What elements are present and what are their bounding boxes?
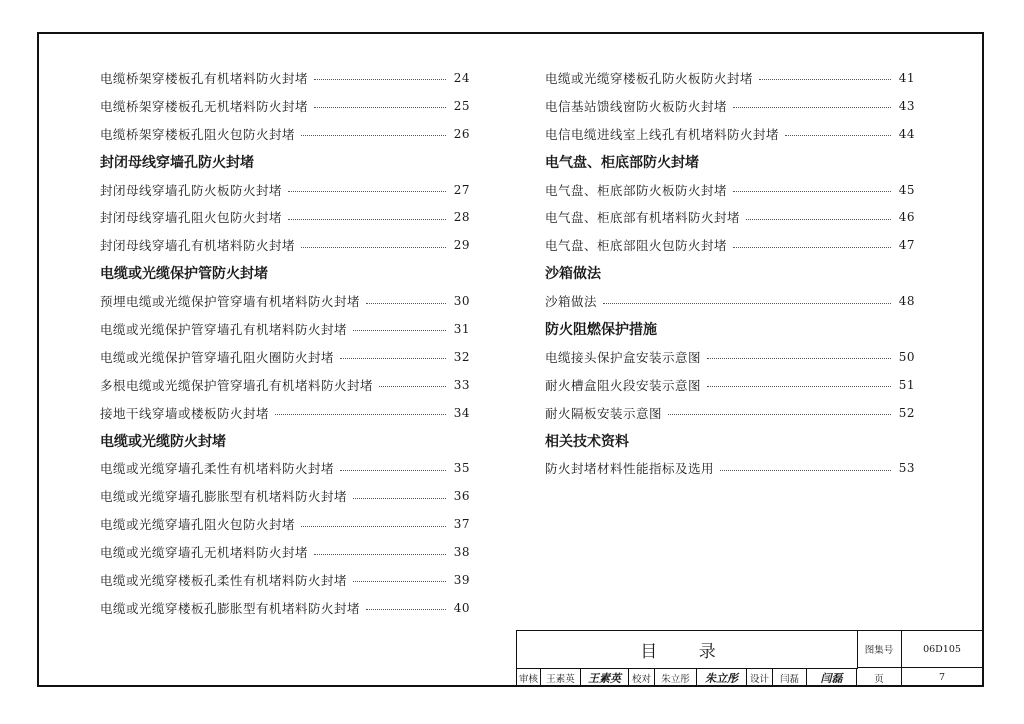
designer-name: 闫磊 <box>773 668 807 687</box>
toc-entry[interactable] <box>100 538 470 566</box>
leader-dots <box>314 107 446 108</box>
atlas-number-label: 图集号 <box>857 631 902 668</box>
toc-entry[interactable] <box>545 343 915 371</box>
toc-entry-page: 33 <box>453 377 470 392</box>
toc-entry-page: 44 <box>898 126 915 141</box>
page-number: 7 <box>938 672 946 683</box>
leader-dots <box>353 330 446 331</box>
leader-dots <box>720 470 891 471</box>
reviewer-signature: 王素英 <box>581 668 629 687</box>
toc-entry-page: 46 <box>898 210 915 225</box>
toc-entry-page: 45 <box>898 182 915 197</box>
toc-entry-title: 防火封堵材料性能指标及选用 <box>545 461 715 477</box>
toc-entry-page: 25 <box>453 98 470 113</box>
toc-entry-page: 47 <box>898 238 915 253</box>
leader-dots <box>668 414 891 415</box>
toc-entry[interactable] <box>545 176 915 204</box>
section-heading: 电气盘、柜底部防火封堵 <box>545 154 699 171</box>
toc-entry-title: 电信基站馈线窗防火板防火封堵 <box>545 98 728 114</box>
toc-entry-page: 30 <box>453 294 470 309</box>
toc-entry-page: 34 <box>453 405 470 420</box>
leader-dots <box>275 414 446 415</box>
section-heading: 相关技术资料 <box>545 433 629 450</box>
toc-entry[interactable] <box>100 454 470 482</box>
leader-dots <box>301 526 446 527</box>
toc-entry-page: 36 <box>453 489 470 504</box>
toc-entry[interactable] <box>100 315 470 343</box>
toc-entry-title: 封闭母线穿墙孔有机堵料防火封堵 <box>100 238 296 254</box>
toc-entry[interactable] <box>545 92 915 120</box>
leader-dots <box>785 135 891 136</box>
section-heading: 电缆或光缆保护管防火封堵 <box>100 266 268 283</box>
toc-entry-title: 电气盘、柜底部阻火包防火封堵 <box>545 238 728 254</box>
toc-entry-page: 32 <box>453 349 470 364</box>
toc-entry[interactable] <box>100 203 470 231</box>
section-heading: 电缆或光缆防火封堵 <box>100 433 226 450</box>
toc-entry-title: 电缆或光缆穿墙孔柔性有机堵料防火封堵 <box>100 461 335 477</box>
toc-entry[interactable] <box>100 176 470 204</box>
toc-entry-title: 电缆桥架穿楼板孔有机堵料防火封堵 <box>100 70 309 86</box>
toc-entry[interactable] <box>100 92 470 120</box>
leader-dots <box>707 358 891 359</box>
checker-name: 朱立彤 <box>655 668 697 687</box>
toc-entry[interactable] <box>100 399 470 427</box>
toc-entry-page: 43 <box>898 98 915 113</box>
toc-entry[interactable] <box>100 287 470 315</box>
toc-entry[interactable] <box>545 231 915 259</box>
toc-entry-title: 电缆或光缆保护管穿墙孔有机堵料防火封堵 <box>100 321 348 337</box>
leader-dots <box>288 219 446 220</box>
toc-entry-page: 40 <box>453 600 470 615</box>
design-label: 设计 <box>747 668 773 687</box>
toc-entry-page: 26 <box>453 126 470 141</box>
leader-dots <box>366 303 446 304</box>
leader-dots <box>340 470 446 471</box>
leader-dots <box>301 135 446 136</box>
atlas-number: 06D105 <box>902 631 982 668</box>
leader-dots <box>746 219 891 220</box>
title-block <box>516 630 983 687</box>
toc-entry[interactable] <box>545 120 915 148</box>
leader-dots <box>603 303 891 304</box>
toc-entry[interactable] <box>100 343 470 371</box>
toc-entry[interactable] <box>100 566 470 594</box>
toc-entry-title: 多根电缆或光缆保护管穿墙孔有机堵料防火封堵 <box>100 377 374 393</box>
review-label: 审核 <box>517 668 541 687</box>
leader-dots <box>707 386 891 387</box>
toc-entry[interactable] <box>545 203 915 231</box>
toc-entry-title: 电缆接头保护盒安装示意图 <box>545 349 702 365</box>
toc-entry-title: 封闭母线穿墙孔阻火包防火封堵 <box>100 210 283 226</box>
toc-entry[interactable] <box>100 371 470 399</box>
toc-entry-title: 接地干线穿墙或楼板防火封堵 <box>100 405 270 421</box>
toc-entry[interactable] <box>545 399 915 427</box>
section-heading: 沙箱做法 <box>545 266 601 283</box>
leader-dots <box>353 581 446 582</box>
leader-dots <box>353 498 446 499</box>
check-label: 校对 <box>629 668 655 687</box>
toc-entry[interactable] <box>545 371 915 399</box>
toc-entry-title: 电缆或光缆穿墙孔无机堵料防火封堵 <box>100 545 309 561</box>
page-label: 页 <box>857 668 902 687</box>
toc-entry-page: 52 <box>898 405 915 420</box>
toc-entry[interactable] <box>545 64 915 92</box>
toc-entry-page: 41 <box>898 70 915 85</box>
toc-entry-title: 预埋电缆或光缆保护管穿墙有机堵料防火封堵 <box>100 294 361 310</box>
leader-dots <box>340 358 446 359</box>
section-heading: 防火阻燃保护措施 <box>545 321 657 338</box>
toc-entry-title: 耐火槽盒阻火段安装示意图 <box>545 377 702 393</box>
toc-entry[interactable] <box>100 120 470 148</box>
leader-dots <box>733 247 891 248</box>
leader-dots <box>288 191 446 192</box>
toc-entry-page: 51 <box>898 377 915 392</box>
title-block-signatures <box>517 668 982 687</box>
toc-entry-page: 53 <box>898 461 915 476</box>
toc-entry-title: 沙箱做法 <box>545 294 598 310</box>
leader-dots <box>301 247 446 248</box>
toc-entry-title: 电缆或光缆穿楼板孔柔性有机堵料防火封堵 <box>100 572 348 588</box>
toc-entry-page: 31 <box>453 321 470 336</box>
toc-entry-page: 50 <box>898 349 915 364</box>
leader-dots <box>733 107 891 108</box>
toc-entry[interactable] <box>545 454 915 482</box>
toc-entry-page: 48 <box>898 294 915 309</box>
toc-entry-page: 39 <box>453 572 470 587</box>
toc-entry-title: 电缆或光缆穿楼板孔防火板防火封堵 <box>545 70 754 86</box>
toc-entry-title: 电信电缆进线室上线孔有机堵料防火封堵 <box>545 126 780 142</box>
reviewer-name: 王素英 <box>541 668 581 687</box>
toc-left-column <box>100 64 470 622</box>
toc-entry-title: 电缆或光缆穿墙孔膨胀型有机堵料防火封堵 <box>100 489 348 505</box>
toc-entry-title: 封闭母线穿墙孔防火板防火封堵 <box>100 182 283 198</box>
toc-entry[interactable] <box>100 231 470 259</box>
toc-entry[interactable] <box>545 287 915 315</box>
leader-dots <box>733 191 891 192</box>
section-heading: 封闭母线穿墙孔防火封堵 <box>100 154 254 171</box>
leader-dots <box>314 79 446 80</box>
leader-dots <box>759 79 891 80</box>
toc-entry-title: 电缆或光缆穿墙孔阻火包防火封堵 <box>100 517 296 533</box>
toc-entry-page: 24 <box>453 70 470 85</box>
toc-entry-title: 电缆或光缆保护管穿墙孔阻火圈防火封堵 <box>100 349 335 365</box>
toc-entry-title: 电缆桥架穿楼板孔无机堵料防火封堵 <box>100 98 309 114</box>
toc-entry-title: 电气盘、柜底部有机堵料防火封堵 <box>545 210 741 226</box>
toc-entry-page: 35 <box>453 461 470 476</box>
toc-entry-title: 电气盘、柜底部防火板防火封堵 <box>545 182 728 198</box>
leader-dots <box>366 609 446 610</box>
toc-entry[interactable] <box>100 510 470 538</box>
checker-signature: 朱立彤 <box>697 668 747 687</box>
toc-entry-page: 29 <box>453 238 470 253</box>
toc-entry-page: 28 <box>453 210 470 225</box>
toc-entry-page: 38 <box>453 545 470 560</box>
toc-entry[interactable] <box>100 482 470 510</box>
toc-entry[interactable] <box>100 594 470 622</box>
toc-entry-title: 电缆或光缆穿楼板孔膨胀型有机堵料防火封堵 <box>100 600 361 616</box>
toc-right-column <box>545 64 915 482</box>
toc-entry-title: 电缆桥架穿楼板孔阻火包防火封堵 <box>100 126 296 142</box>
toc-entry-page: 27 <box>453 182 470 197</box>
leader-dots <box>314 554 446 555</box>
leader-dots <box>379 386 446 387</box>
toc-entry-title: 耐火隔板安装示意图 <box>545 405 663 421</box>
toc-entry[interactable] <box>100 64 470 92</box>
title-block-title: 目 录 <box>517 631 858 669</box>
toc-entry-page: 37 <box>453 517 470 532</box>
designer-signature: 闫磊 <box>807 668 857 687</box>
